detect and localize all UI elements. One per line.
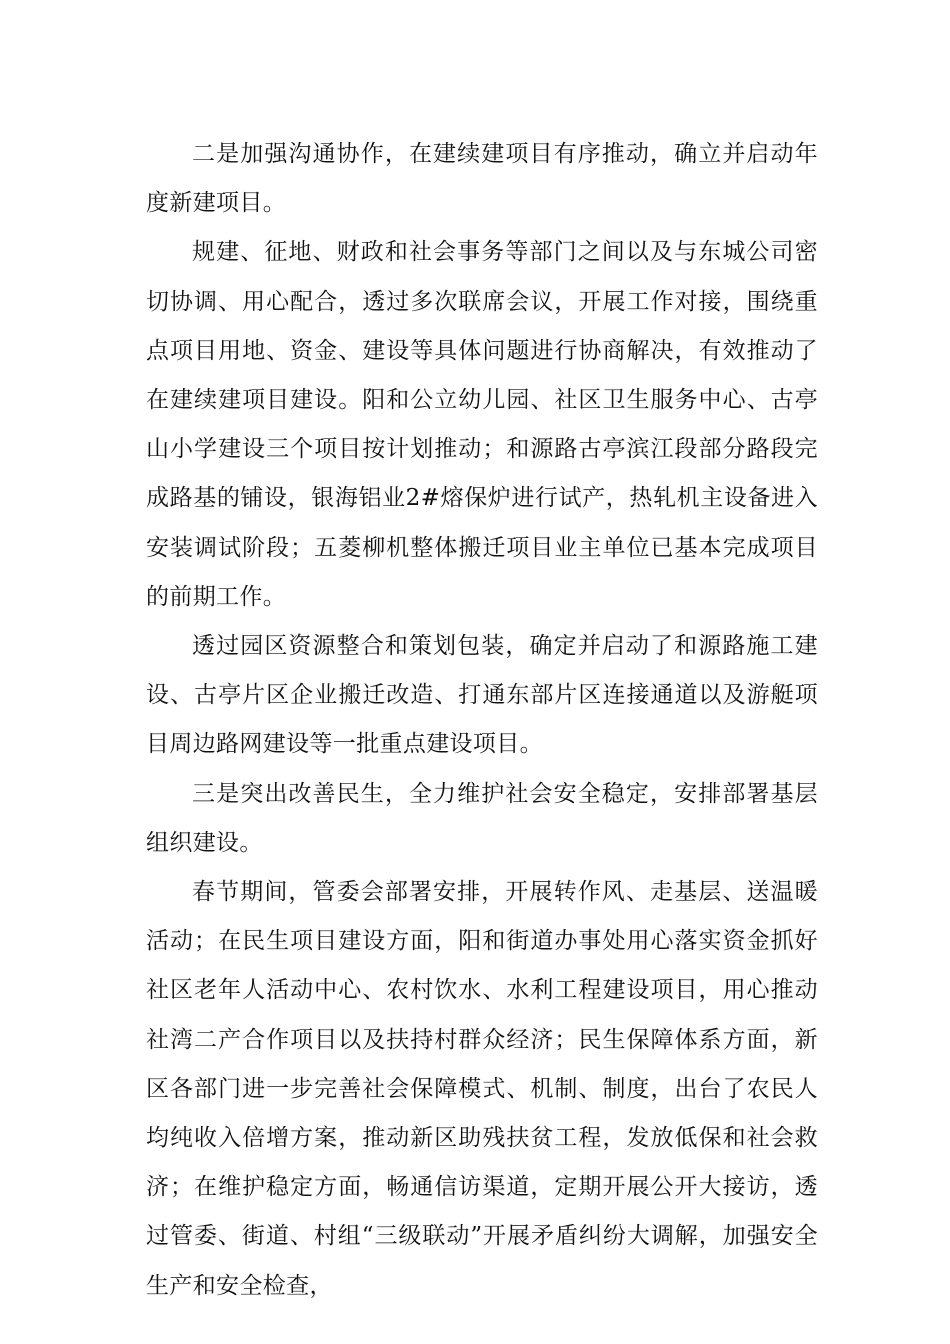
paragraph-5: 春节期间，管委会部署安排，开展转作风、走基层、送温暖活动；在民生项目建设方面，阳和街道办事处用心落实资金抓好社区老年人活动中心、农村饮水、水利工程建设项目，用心推动社湾二产合作项目以及扶持村群众经济；民生保障体系方面，新区各部门进一步完善社会保障模式、机制、制度，出台了农民人均纯收入倍增方案，推动新区助残扶贫工程，发放低保和社会救济；在维护稳定方面，畅通信访渠道，定期开展公开大接访，透过管委、街道、村组“三级联动”开展矛盾纠纷大调解，加强安全生产和安全检查， bbox=[146, 879, 818, 1299]
paragraph-2: 规建、征地、财政和社会事务等部门之间以及与东城公司密切协调、用心配合，透过多次联席会议，开展工作对接，围绕重点项目用地、资金、建设等具体问题进行协商解决，有效推动了在建续建项目建设。阳和公立幼儿园、社区卫生服务中心、古亭山小学建设三个项目按计划推动；和源路古亭滨江段部分路段完成路基的铺设，银海铝业2#熔保炉进行试产，热轧机主设备进入安装调试阶段；五菱柳机整体搬迁项目业主单位已基本完成项目的前期工作。 bbox=[146, 239, 818, 610]
paragraph-4: 三是突出改善民生，全力维护社会安全稳定，安排部署基层组织建设。 bbox=[146, 780, 818, 856]
paragraph-1: 二是加强沟通协作，在建续建项目有序推动，确立并启动年度新建项目。 bbox=[146, 141, 818, 217]
document-body bbox=[146, 130, 818, 1311]
paragraph-3: 透过园区资源整合和策划包装，确定并启动了和源路施工建设、古亭片区企业搬迁改造、打通东部片区连接通道以及游艇项目周边路网建设等一批重点建设项目。 bbox=[146, 633, 818, 758]
